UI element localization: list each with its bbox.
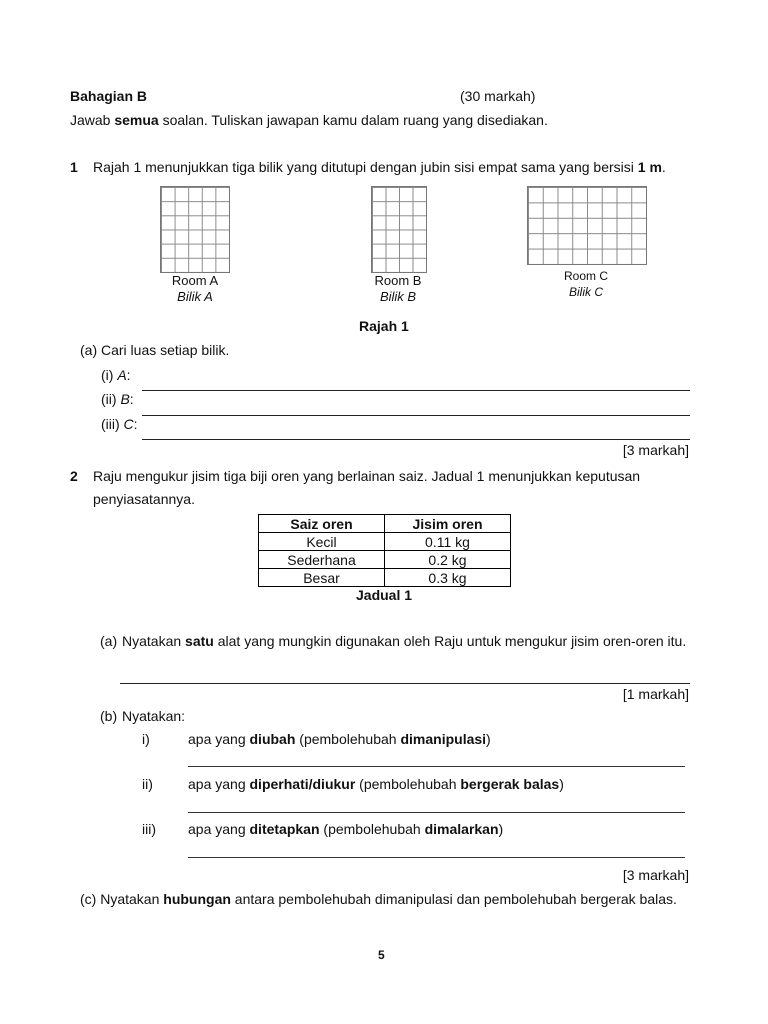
- table-caption: Jadual 1: [356, 587, 413, 603]
- table-cell: Kecil: [259, 533, 385, 551]
- instruction: Jawab semua soalan. Tuliskan jawapan kamu dalam ruang yang disediakan.: [70, 112, 548, 128]
- table-row: [259, 551, 511, 569]
- answer-line-2b-iii[interactable]: [188, 857, 685, 858]
- table-cell: 0.2 kg: [385, 551, 511, 569]
- q1-part-a: (a) Cari luas setiap bilik.: [80, 342, 230, 358]
- answer-line-2a[interactable]: [120, 683, 690, 684]
- q2-b-item-num: i): [142, 731, 150, 747]
- q2-part-b-text: Nyatakan:: [122, 708, 186, 724]
- q2-intro-line2: penyiasatannya.: [93, 491, 195, 507]
- q1-item-ii: (ii) B:: [101, 391, 134, 407]
- room-b-label: Room B Bilik B: [374, 273, 422, 304]
- answer-line-a[interactable]: [142, 390, 690, 391]
- results-table: [258, 514, 511, 587]
- q2-part-a-text: Nyatakan satu alat yang mungkin digunakan oleh Raju untuk mengukur jisim oren-oren itu.: [122, 633, 687, 649]
- q2-part-c: (c) Nyatakan hubungan antara pembolehubah dimanipulasi dan pembolehubah bergerak balas.: [80, 891, 677, 907]
- q2-b-item-text: apa yang diperhati/diukur (pembolehubah bergerak balas): [188, 776, 564, 792]
- table-header-row: [259, 515, 511, 533]
- q1-number: 1: [70, 159, 78, 175]
- q2-part-b-label: (b): [100, 708, 118, 724]
- answer-line-b[interactable]: [142, 415, 690, 416]
- section-marks: (30 markah): [460, 88, 536, 104]
- table-header: Jisim oren: [385, 515, 511, 533]
- q2-number: 2: [70, 468, 78, 484]
- q2-b-item-num: ii): [142, 776, 153, 792]
- table-header: Saiz oren: [259, 515, 385, 533]
- q2-intro-line1: Raju mengukur jisim tiga biji oren yang berlainan saiz. Jadual 1 menunjukkan keputusan: [93, 468, 641, 484]
- table-cell: Sederhana: [259, 551, 385, 569]
- q2-part-a-label: (a): [100, 633, 118, 649]
- q1-marks: [3 markah]: [622, 442, 689, 458]
- page-number: 5: [378, 948, 385, 962]
- room-c-label: Room C Bilik C: [563, 269, 608, 299]
- table-cell: 0.3 kg: [385, 569, 511, 587]
- table-cell: 0.11 kg: [385, 533, 511, 551]
- answer-line-2b-i[interactable]: [188, 766, 685, 767]
- q1-text: Rajah 1 menunjukkan tiga bilik yang ditutupi dengan jubin sisi empat sama yang bersisi 1 m.: [93, 159, 666, 175]
- room-a-grid: [160, 186, 230, 273]
- q1-item-iii: (iii) C:: [101, 416, 138, 432]
- q2-part-b-marks: [3 markah]: [622, 867, 689, 883]
- answer-line-c[interactable]: [142, 439, 690, 440]
- table-row: [259, 569, 511, 587]
- room-b-grid: [371, 186, 427, 273]
- table-row: [259, 533, 511, 551]
- q2-b-item-text: apa yang diubah (pembolehubah dimanipulasi): [188, 731, 491, 747]
- figure-caption: Rajah 1: [359, 318, 409, 334]
- room-a-label: Room A Bilik A: [171, 273, 219, 304]
- room-c-grid: [527, 186, 647, 265]
- answer-line-2b-ii[interactable]: [188, 812, 685, 813]
- table-cell: Besar: [259, 569, 385, 587]
- section-title: Bahagian B: [70, 88, 148, 104]
- q1-item-i: (i) A:: [101, 367, 131, 383]
- q2-part-a-marks: [1 markah]: [622, 686, 689, 702]
- q2-b-item-text: apa yang ditetapkan (pembolehubah dimalarkan): [188, 821, 504, 837]
- q2-b-item-num: iii): [142, 821, 156, 837]
